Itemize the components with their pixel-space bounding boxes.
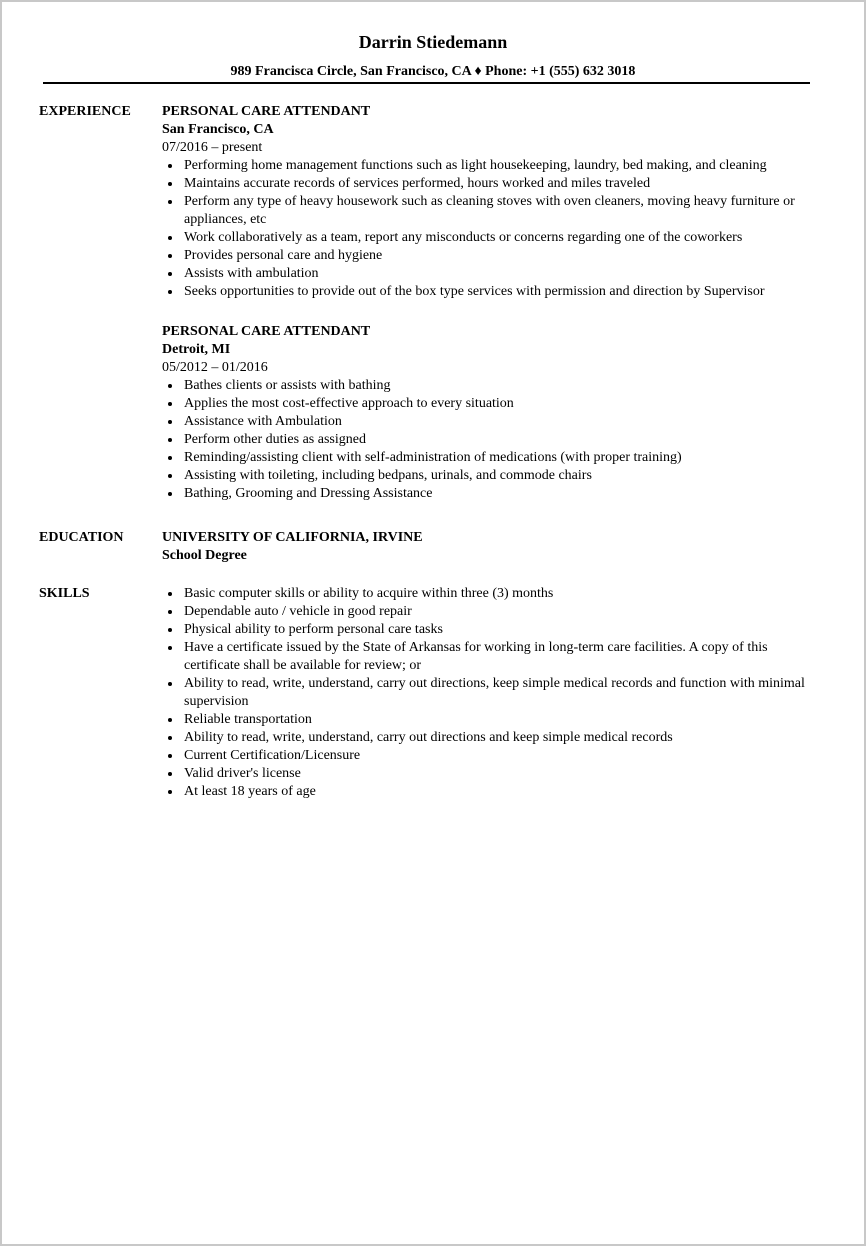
- list-item: Performing home management functions such as light housekeeping, laundry, bed making, and cleaning: [162, 157, 822, 175]
- list-item: Assists with ambulation: [162, 265, 822, 283]
- list-item: Ability to read, write, understand, carry out directions, keep simple medical records and function with minimal supervision: [162, 675, 822, 711]
- job-duties-list: [162, 157, 822, 301]
- skills-label: SKILLS: [39, 586, 90, 601]
- education-label: EDUCATION: [39, 530, 124, 545]
- list-item: Maintains accurate records of services performed, hours worked and miles traveled: [162, 175, 822, 193]
- job-2: [162, 323, 822, 503]
- list-item: Current Certification/Licensure: [162, 747, 822, 765]
- list-item: Perform other duties as assigned: [162, 431, 822, 449]
- job-location: San Francisco, CA: [162, 122, 274, 137]
- contact-line: 989 Francisca Circle, San Francisco, CA ♦ Phone: +1 (555) 632 3018: [230, 64, 636, 79]
- list-item: Ability to read, write, understand, carry out directions and keep simple medical records: [162, 729, 822, 747]
- skills-entry: [162, 585, 822, 801]
- list-item: At least 18 years of age: [162, 783, 822, 801]
- list-item: Provides personal care and hygiene: [162, 247, 822, 265]
- job-dates: 05/2012 – 01/2016: [162, 360, 268, 375]
- list-item: Have a certificate issued by the State of Arkansas for working in long-term care facilities. A copy of this certificate shall be available for review; or: [162, 639, 822, 675]
- job-title: PERSONAL CARE ATTENDANT: [162, 104, 371, 119]
- list-item: Reminding/assisting client with self-administration of medications (with proper training): [162, 449, 822, 467]
- school-name: UNIVERSITY OF CALIFORNIA, IRVINE: [162, 530, 423, 545]
- job-1: [162, 103, 822, 301]
- job-location: Detroit, MI: [162, 342, 231, 357]
- experience-label: EXPERIENCE: [39, 104, 131, 119]
- list-item: Basic computer skills or ability to acquire within three (3) months: [162, 585, 822, 603]
- list-item: Reliable transportation: [162, 711, 822, 729]
- list-item: Assistance with Ambulation: [162, 413, 822, 431]
- list-item: Bathes clients or assists with bathing: [162, 377, 822, 395]
- list-item: Seeks opportunities to provide out of the box type services with permission and direction by Supervisor: [162, 283, 822, 301]
- list-item: Perform any type of heavy housework such as cleaning stoves with oven cleaners, moving heavy furniture or appliances, etc: [162, 193, 822, 229]
- list-item: Physical ability to perform personal care tasks: [162, 621, 822, 639]
- list-item: Bathing, Grooming and Dressing Assistance: [162, 485, 822, 503]
- list-item: Assisting with toileting, including bedpans, urinals, and commode chairs: [162, 467, 822, 485]
- job-duties-list: [162, 377, 822, 503]
- skills-list: [162, 585, 822, 801]
- education-entry: [162, 529, 822, 565]
- list-item: Work collaboratively as a team, report any misconducts or concerns regarding one of the coworkers: [162, 229, 822, 247]
- candidate-name: Darrin Stiedemann: [358, 32, 508, 52]
- header-divider: [43, 82, 810, 84]
- list-item: Applies the most cost-effective approach to every situation: [162, 395, 822, 413]
- degree: School Degree: [162, 548, 247, 563]
- job-title: PERSONAL CARE ATTENDANT: [162, 324, 371, 339]
- list-item: Valid driver's license: [162, 765, 822, 783]
- list-item: Dependable auto / vehicle in good repair: [162, 603, 822, 621]
- job-dates: 07/2016 – present: [162, 140, 263, 155]
